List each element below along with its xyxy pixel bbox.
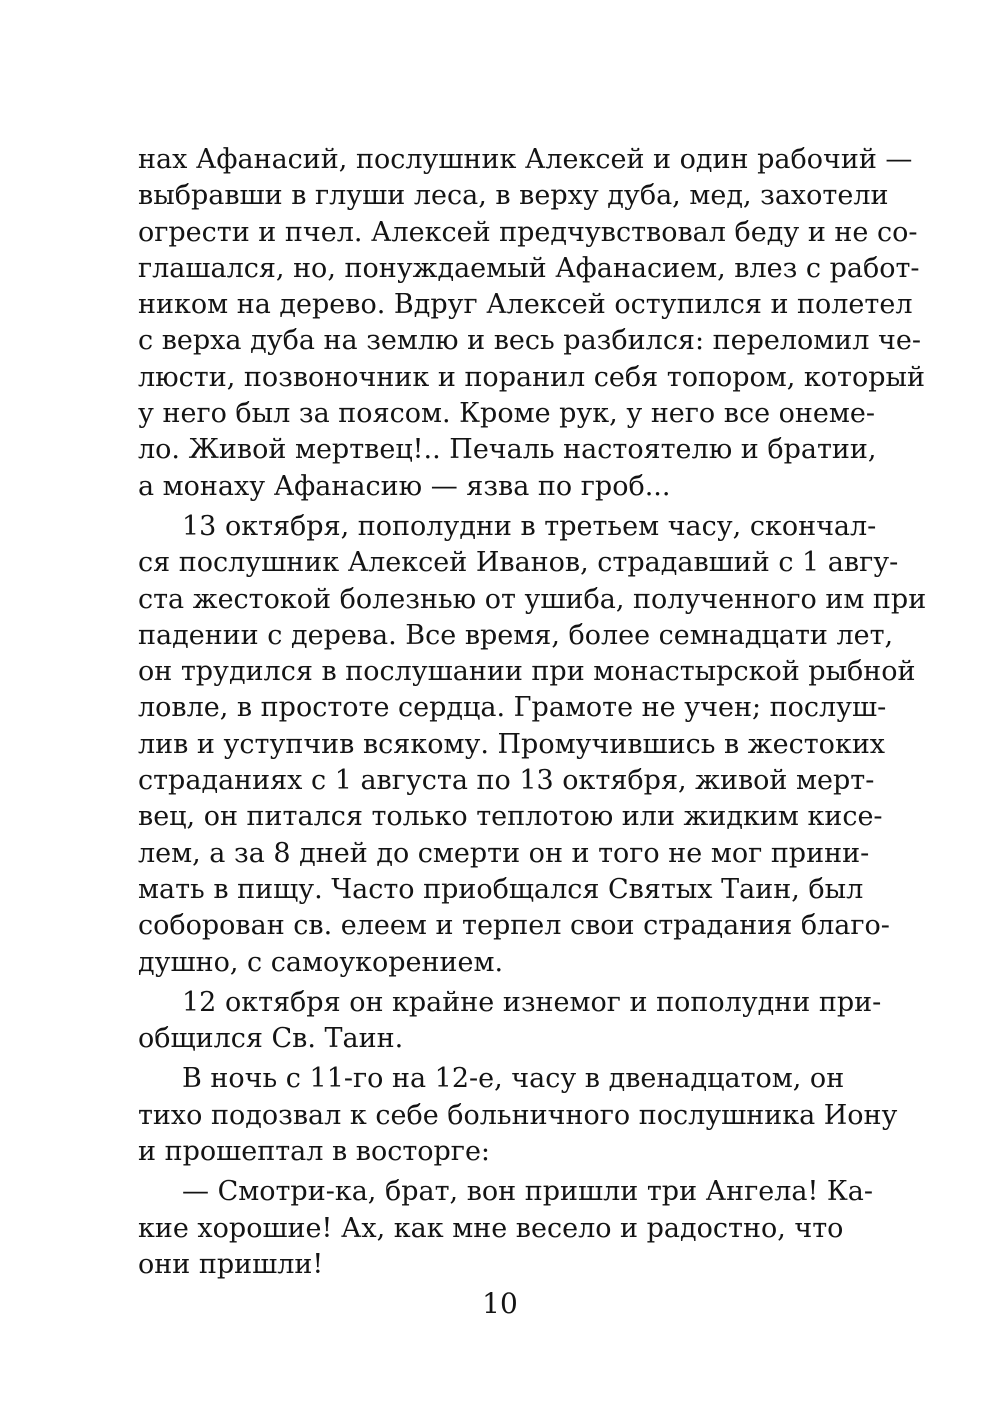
text-line: с верха дуба на землю и весь разбился: переломил че- <box>138 325 921 357</box>
text-line: и прошептал в восторге: <box>138 1136 491 1168</box>
text-line: люсти, позвоночник и поранил себя топором, который <box>138 361 926 393</box>
text-line: кие хорошие! Ах, как мне весело и радостно, что <box>138 1212 844 1244</box>
text-line: он трудился в послушании при монастырской рыбной <box>138 656 916 688</box>
paragraph <box>138 142 926 505</box>
text-line: лем, а за 8 дней до смерти он и того не мог прини- <box>138 837 870 869</box>
text-block <box>138 142 927 1283</box>
text-line: огрести и пчел. Алексей предчувствовал беду и не со- <box>138 216 918 248</box>
text-line: глашался, но, понуждаемый Афанасием, влез с работ- <box>138 252 920 284</box>
text-line: ста жестокой болезнью от ушиба, полученного им при <box>138 583 927 615</box>
text-line: а монаху Афанасию — язва по гроб... <box>138 470 671 502</box>
text-line: душно, с самоукорением. <box>138 946 504 978</box>
paragraph <box>138 509 927 981</box>
text-line: ся послушник Алексей Иванов, страдавший с 1 авгу- <box>138 547 899 579</box>
paragraph <box>138 1174 874 1283</box>
text-line: — Смотри-ка, брат, вон пришли три Ангела! Ка- <box>182 1176 874 1208</box>
paragraph <box>138 985 882 1058</box>
paragraph <box>138 1061 898 1170</box>
text-line: лив и уступчив всякому. Промучившись в жестоких <box>138 728 886 760</box>
text-line: 12 октября он крайне изнемог и пополудни при- <box>182 986 882 1018</box>
text-line: ло. Живой мертвец!.. Печаль настоятелю и братии, <box>138 434 877 466</box>
text-line: нах Афанасий, послушник Алексей и один рабочий — <box>138 144 913 175</box>
text-line: они пришли! <box>138 1248 324 1280</box>
text-line: мать в пищу. Часто приобщался Святых Таин, был <box>138 873 864 905</box>
text-line: тихо подозвал к себе больничного послушника Иону <box>138 1099 898 1131</box>
text-line: ловле, в простоте сердца. Грамоте не учен; послуш- <box>138 692 887 724</box>
text-line: соборован св. елеем и терпел свои страдания благо- <box>138 910 890 942</box>
text-line: выбравши в глуши леса, в верху дуба, мед, захотели <box>138 180 889 212</box>
text-line: падении с дерева. Все время, более семнадцати лет, <box>138 619 894 651</box>
text-line: В ночь с 11-го на 12-е, часу в двенадцатом, он <box>182 1063 845 1095</box>
text-line: ником на дерево. Вдруг Алексей оступился и полетел <box>138 289 913 321</box>
text-line: вец, он питался только теплотою или жидким кисе- <box>138 801 883 833</box>
text-line: общился Св. Таин. <box>138 1023 404 1055</box>
text-line: у него был за поясом. Кроме рук, у него все онеме- <box>138 398 875 430</box>
text-line: 13 октября, пополудни в третьем часу, скончал- <box>182 510 877 542</box>
page-number: 10 <box>482 1287 518 1320</box>
text-line: страданиях с 1 августа по 13 октября, живой мерт- <box>138 765 875 797</box>
